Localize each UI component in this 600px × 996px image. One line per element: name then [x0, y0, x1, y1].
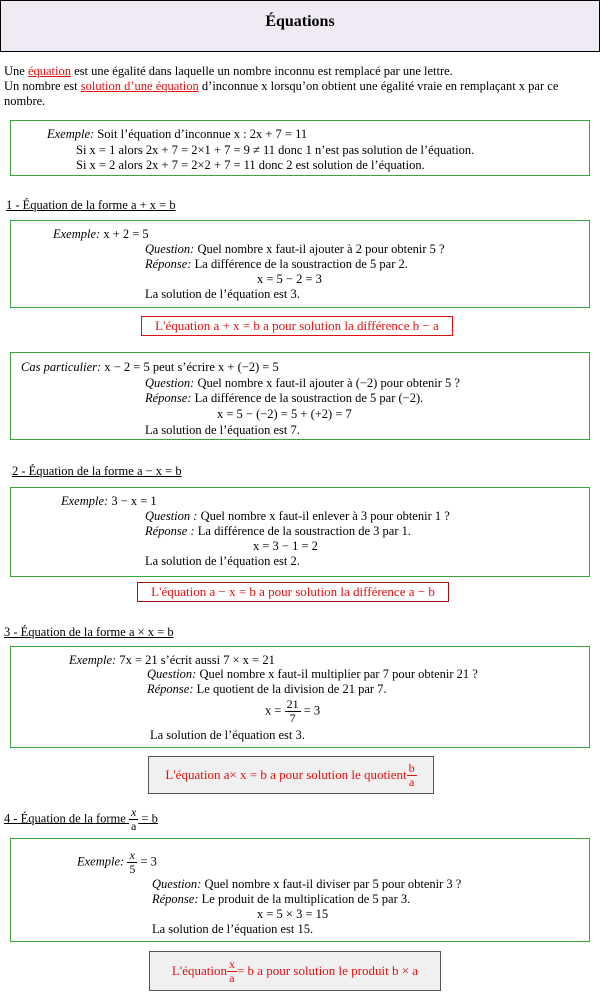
s1-question-text: Quel nombre x faut-il ajouter à 2 pour obtenir 5 ? [194, 242, 445, 256]
special-case-label: Cas particulier: [21, 360, 102, 374]
s3-question [147, 667, 478, 682]
example-label: Exemple: [47, 127, 95, 141]
page-title: Équations [265, 13, 335, 30]
intro-p1-start: Une [4, 64, 28, 78]
section-2-example-box [10, 487, 590, 577]
s4-example-fraction [127, 849, 137, 876]
section-1-rule: L'équation a + x = b a pour solution la différence b − a [141, 316, 453, 336]
s4-question-label: Question: [152, 877, 202, 891]
s1-question [145, 242, 445, 257]
s4-title-denominator: a [130, 819, 137, 833]
solution-link[interactable]: solution d’une équation [80, 79, 199, 93]
equation-link[interactable]: équation [27, 64, 71, 78]
s1-question-label: Question: [145, 242, 195, 256]
example-case-2: Si x = 2 alors 2x + 7 = 2×2 + 7 = 11 donc 2 est solution de l’équation. [76, 158, 425, 172]
s2-example [61, 494, 157, 509]
s3-example-label: Exemple: [69, 653, 117, 667]
s3-rule-fraction [407, 762, 417, 789]
s4-solution: La solution de l’équation est 15. [152, 922, 314, 936]
example-case-1: Si x = 1 alors 2x + 7 = 2×1 + 7 = 9 ≠ 11 donc 1 n’est pas solution de l’équation. [76, 143, 475, 157]
special-answer [145, 391, 423, 406]
s3-example [69, 653, 275, 668]
special-question-label: Question: [145, 376, 195, 390]
s4-title-fraction [129, 806, 138, 833]
s3-rule-numerator: b [408, 760, 415, 775]
s1-solution: La solution de l’équation est 3. [145, 287, 300, 301]
section-3-rule [148, 756, 434, 794]
s2-answer-label: Réponse : [145, 524, 195, 538]
s1-answer-label: Réponse: [145, 257, 192, 271]
s2-answer [145, 524, 411, 539]
s4-rule-denominator: a [229, 970, 235, 985]
s3-solution: La solution de l’équation est 3. [150, 728, 305, 742]
s2-question-label: Question : [145, 509, 198, 523]
example-line [47, 127, 307, 142]
s4-example-label: Exemple: [77, 854, 125, 869]
s4-answer-label: Réponse: [152, 892, 199, 906]
intro-p1-end: est une égalité dans laquelle un nombre inconnu est remplacé par une lettre. [71, 64, 453, 78]
special-calculation: x = 5 − (−2) = 5 + (+2) = 7 [217, 407, 352, 421]
s3-calculation [265, 698, 320, 725]
page-header [0, 0, 600, 52]
s2-solution: La solution de l’équation est 2. [145, 554, 300, 568]
section-4-title [4, 806, 158, 833]
s2-question-text: Quel nombre x faut-il enlever à 3 pour obtenir 1 ? [197, 509, 450, 523]
s4-answer [152, 892, 410, 907]
s3-question-text: Quel nombre x faut-il multiplier par 7 pour obtenir 21 ? [196, 667, 478, 681]
intro-text [4, 64, 596, 109]
s4-title-prefix: 4 - Équation de la forme [4, 811, 129, 826]
intro-p2-start: Un nombre est [4, 79, 81, 93]
special-question-text: Quel nombre x faut-il ajouter à (−2) pour obtenir 5 ? [194, 376, 460, 390]
s4-answer-text: Le produit de la multiplication de 5 par 3. [198, 892, 411, 906]
s4-question [152, 877, 461, 892]
s4-title-numerator: x [130, 805, 137, 819]
special-case [21, 360, 279, 375]
s4-example-denominator: 5 [129, 862, 136, 876]
s4-calculation: x = 5 × 3 = 15 [257, 907, 329, 921]
special-case-box [10, 352, 590, 440]
s4-rule-numerator: x [228, 956, 235, 971]
s2-question [145, 509, 450, 524]
example-box-intro [10, 120, 590, 176]
s1-calculation: x = 5 − 2 = 3 [257, 272, 322, 286]
s3-rule-denominator: a [408, 774, 415, 789]
s3-answer [147, 682, 387, 697]
section-2-rule: L'équation a − x = b a pour solution la différence a − b [137, 582, 449, 602]
s3-fraction [285, 698, 301, 725]
example-text: Soit l’équation d’inconnue x : 2x + 7 = 11 [94, 127, 308, 141]
intro-p2-end: nombre. [4, 94, 46, 108]
s2-example-text: 3 − x = 1 [108, 494, 157, 508]
s2-answer-text: La différence de la soustraction de 3 par 1. [194, 524, 411, 538]
s4-title-suffix: = b [138, 811, 158, 826]
s1-example-text: x + 2 = 5 [100, 227, 149, 241]
section-2-title: 2 - Équation de la forme a − x = b [12, 464, 182, 478]
s4-rule-fraction [227, 958, 237, 985]
intro-paragraph-2 [4, 79, 596, 109]
intro-paragraph-1 [4, 64, 596, 79]
section-1-title: 1 - Équation de la forme a + x = b [6, 198, 176, 212]
s3-example-text: 7x = 21 s’écrit aussi 7 × x = 21 [116, 653, 275, 667]
s4-example-numerator: x [127, 849, 137, 863]
s2-example-label: Exemple: [61, 494, 109, 508]
section-4-rule [149, 951, 441, 991]
section-3-title: 3 - Équation de la forme a × x = b [4, 625, 174, 639]
s3-answer-label: Réponse: [147, 682, 194, 696]
s3-fraction-denominator: 7 [289, 711, 296, 725]
special-case-text: x − 2 = 5 peut s’écrire x + (−2) = 5 [101, 360, 279, 374]
s3-question-label: Question: [147, 667, 197, 681]
s3-fraction-numerator: 21 [286, 697, 299, 711]
special-answer-text: La différence de la soustraction de 5 par (−2). [191, 391, 424, 405]
s2-calculation: x = 3 − 1 = 2 [253, 539, 318, 553]
special-solution: La solution de l’équation est 7. [145, 423, 300, 437]
s3-answer-text: Le quotient de la division de 21 par 7. [193, 682, 387, 696]
s4-rule-prefix: L'équation [171, 963, 227, 978]
s1-answer-text: La différence de la soustraction de 5 par 2. [191, 257, 408, 271]
section-3-example-box [10, 646, 590, 748]
section-1-example-box [10, 220, 590, 308]
special-answer-label: Réponse: [145, 391, 192, 405]
s1-example [53, 227, 149, 242]
section-4-example-box [10, 838, 590, 942]
s4-rule-suffix: = b a pour solution le produit b × a [236, 963, 419, 978]
s4-example-suffix: = 3 [137, 854, 157, 869]
s4-question-text: Quel nombre x faut-il diviser par 5 pour obtenir 3 ? [201, 877, 462, 891]
s3-calc-prefix: x = [265, 703, 285, 718]
s1-answer [145, 257, 408, 272]
special-question [145, 376, 460, 391]
s1-example-label: Exemple: [53, 227, 101, 241]
intro-p2-middle: d’inconnue x lorsqu’on obtient une égalité vraie en remplaçant x par ce [198, 79, 559, 93]
s3-rule-text: L'équation a× x = b a pour solution le quotient [165, 767, 407, 782]
s4-example [77, 849, 157, 876]
s3-calc-suffix: = 3 [300, 703, 321, 718]
